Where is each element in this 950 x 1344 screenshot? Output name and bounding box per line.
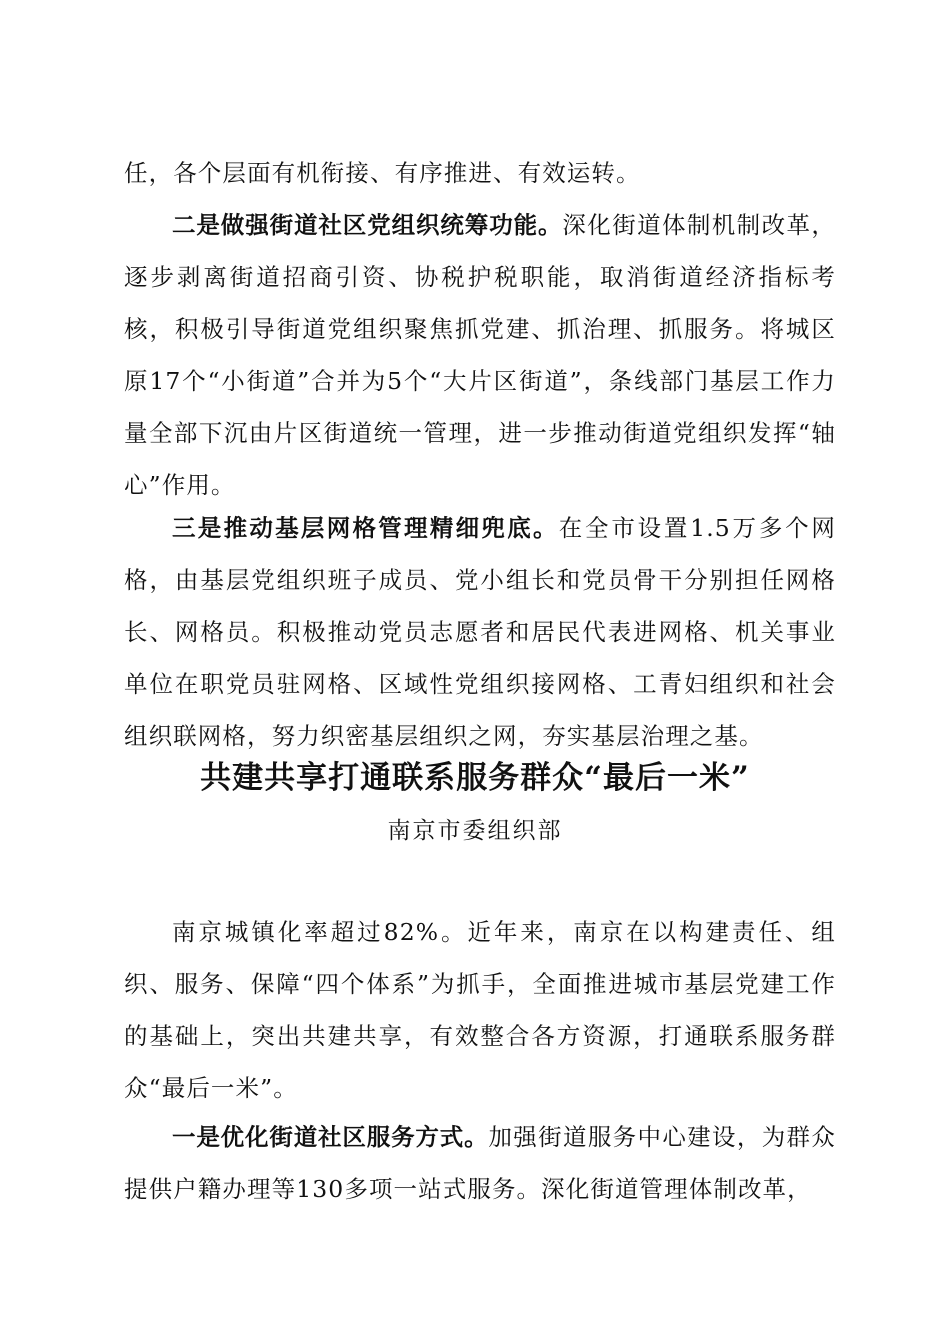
paragraph-body: 加强街道服务中心建设，为群众提供户籍办理等130多项一站式服务。深化街道管理体制改革，: [124, 1123, 836, 1203]
paragraph-grid-management: [124, 502, 836, 762]
paragraph-body: 在全市设置1.5万多个网格，由基层党组织班子成员、党小组长和党员骨干分别担任网格长、网格员。积极推动党员志愿者和居民代表进网格、机关事业单位在职党员驻网格、区域性党组织接网格、工青妇组织和社会组织联网格，努力织密基层组织之网，夯实基层治理之基。: [124, 514, 836, 750]
paragraph-service-optimization: [124, 1111, 836, 1215]
article-intro-paragraph: 南京城镇化率超过82%。近年来，南京在以构建责任、组织、服务、保障“四个体系”为抓手，全面推进城市基层党建工作的基础上，突出共建共享，有效整合各方资源，打通联系服务群众“最后一米”。: [124, 918, 836, 1102]
continuation-paragraph: 任，各个层面有机衔接、有序推进、有效运转。: [124, 159, 641, 187]
paragraph-lead: 三是推动基层网格管理精细兜底。: [172, 514, 559, 542]
article-author: 南京市委组织部: [387, 818, 563, 844]
paragraph-street-community-coordination: [124, 199, 836, 511]
paragraph-lead: 一是优化街道社区服务方式。: [172, 1123, 489, 1151]
article-title: 共建共享打通联系服务群众“最后一米”: [200, 760, 750, 796]
paragraph-lead: 二是做强街道社区党组织统筹功能。: [172, 211, 563, 239]
paragraph-body: 深化街道体制机制改革，逐步剥离街道招商引资、协税护税职能，取消街道经济指标考核，积极引导街道党组织聚焦抓党建、抓治理、抓服务。将城区原17个“小街道”合并为5个“大片区街道”，条线部门基层工作力量全部下沉由片区街道统一管理，进一步推动街道党组织发挥“轴心”作用。: [124, 211, 836, 499]
